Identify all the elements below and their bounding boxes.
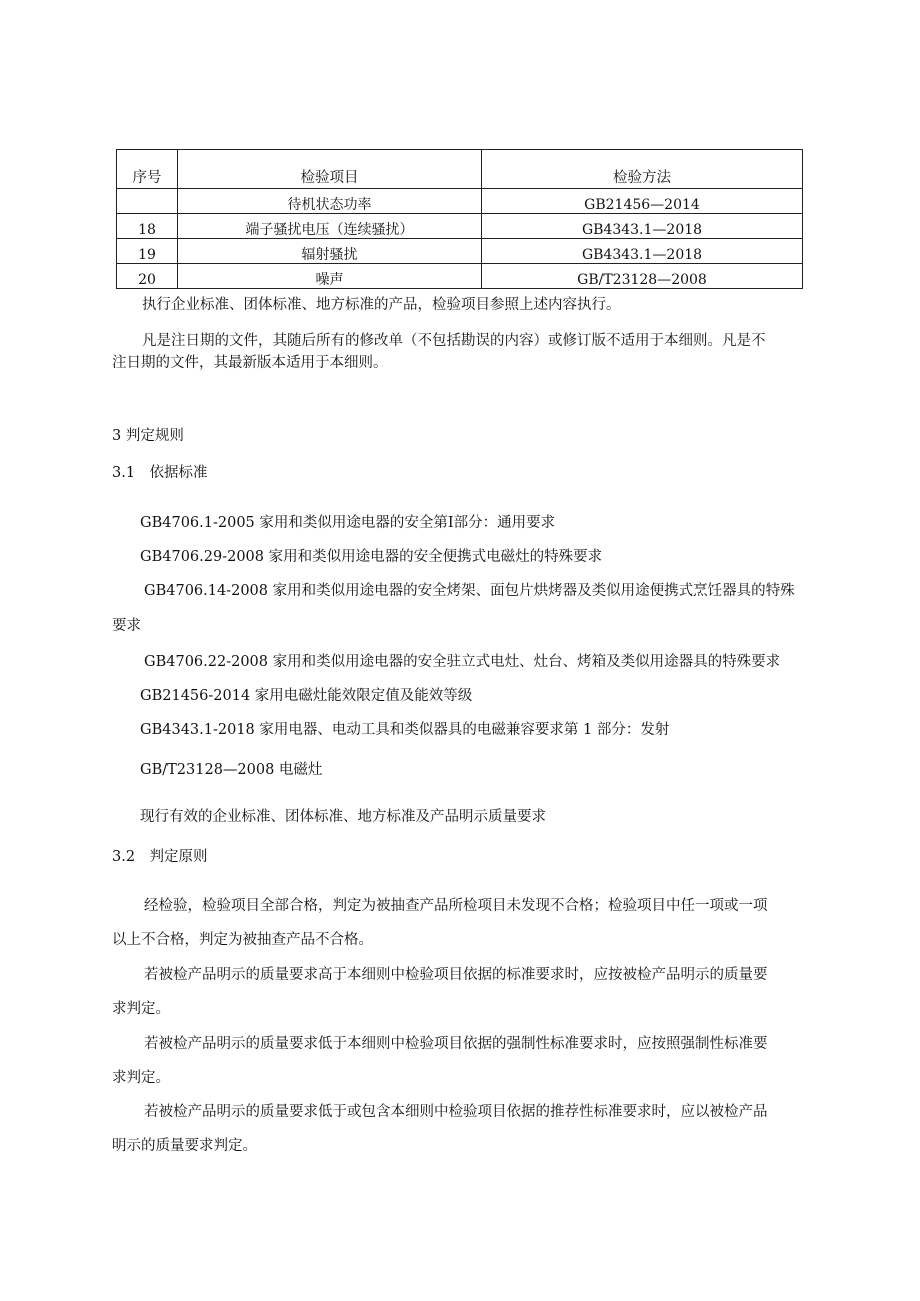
- paragraph-exec-standards: 执行企业标准、团体标准、地方标准的产品，检验项目参照上述内容执行。: [142, 297, 621, 313]
- principle-line: 经检验，检验项目全部合格，判定为被抽查产品所检项目未发现不合格；检验项目中任一项或一项: [144, 898, 768, 914]
- inspection-items-table: [116, 149, 803, 289]
- paragraph-dated-docs-line1: 凡是注日期的文件，其随后所有的修改单（不包括勘误的内容）或修订版不适用于本细则。凡是不: [142, 333, 766, 349]
- standard-item: GB21456-2014 家用电磁灶能效限定值及能效等级: [140, 688, 473, 704]
- standard-item: GB4706.22-2008 家用和类似用途电器的安全驻立式电灶、灶台、烤箱及类似用途器具的特殊要求: [144, 654, 781, 670]
- table-cell: 20: [117, 264, 178, 289]
- standard-item: GB4706.14-2008 家用和类似用途电器的安全烤架、面包片烘烤器及类似用途便携式烹饪器具的特殊: [144, 583, 795, 599]
- table-cell: 待机状态功率: [178, 189, 482, 214]
- table-cell: 辐射骚扰: [178, 239, 482, 264]
- table-cell: GB21456—2014: [482, 189, 803, 214]
- standard-item-continuation: 要求: [112, 618, 141, 634]
- table-row: [117, 264, 803, 289]
- section-3-heading: 3 判定规则: [112, 428, 184, 444]
- table-cell: GB4343.1—2018: [482, 214, 803, 239]
- table-row: [117, 214, 803, 239]
- standard-item: GB4706.1-2005 家用和类似用途电器的安全第Ⅰ部分：通用要求: [140, 515, 556, 531]
- principle-line: 明示的质量要求判定。: [112, 1138, 257, 1154]
- table-header-cell: 检验方法: [482, 150, 803, 189]
- table-cell: 端子骚扰电压（连续骚扰）: [178, 214, 482, 239]
- table-cell: 19: [117, 239, 178, 264]
- principle-line: 若被检产品明示的质量要求高于本细则中检验项目依据的标准要求时，应按被检产品明示的质量要: [144, 967, 768, 983]
- principle-line: 若被检产品明示的质量要求低于本细则中检验项目依据的强制性标准要求时，应按照强制性标准要: [144, 1036, 768, 1052]
- standard-item: GB4706.29-2008 家用和类似用途电器的安全便携式电磁灶的特殊要求: [140, 549, 603, 565]
- table-row: [117, 189, 803, 214]
- table-cell: GB4343.1—2018: [482, 239, 803, 264]
- table-cell: 18: [117, 214, 178, 239]
- paragraph-current-standards: 现行有效的企业标准、团体标准、地方标准及产品明示质量要求: [140, 809, 546, 825]
- principle-line: 以上不合格，判定为被抽查产品不合格。: [112, 932, 373, 948]
- table-cell: 噪声: [178, 264, 482, 289]
- table-header-row: [117, 150, 803, 189]
- paragraph-dated-docs-line2: 注日期的文件，其最新版本适用于本细则。: [112, 355, 388, 371]
- standard-item: GB4343.1-2018 家用电器、电动工具和类似器具的电磁兼容要求第 1 部分：发射: [140, 722, 670, 738]
- principle-line: 求判定。: [112, 1001, 170, 1017]
- section-3-1-heading: 3.1 依据标准: [112, 465, 208, 481]
- table-cell: [117, 189, 178, 214]
- section-3-2-heading: 3.2 判定原则: [112, 849, 208, 865]
- principle-line: 求判定。: [112, 1070, 170, 1086]
- standard-item: GB/T23128—2008 电磁灶: [140, 762, 323, 778]
- principle-line: 若被检产品明示的质量要求低于或包含本细则中检验项目依据的推荐性标准要求时，应以被检产品: [144, 1104, 768, 1120]
- table-row: [117, 239, 803, 264]
- table-header-cell: 检验项目: [178, 150, 482, 189]
- table-cell: GB/T23128—2008: [482, 264, 803, 289]
- table-header-cell: 序号: [117, 150, 178, 189]
